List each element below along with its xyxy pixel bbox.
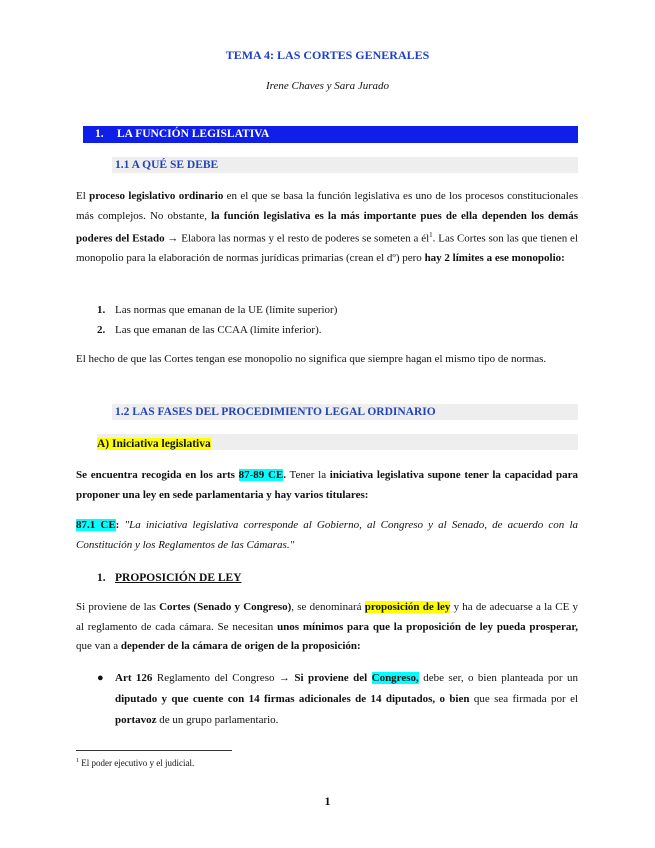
footnote-divider: [76, 750, 232, 751]
subsection-heading-1-2: 1.2 LAS FASES DEL PROCEDIMIENTO LEGAL ORDINARIO: [112, 404, 578, 420]
subsection-proposicion-heading: 1. PROPOSICIÓN DE LEY: [97, 572, 242, 584]
article-ref-highlight: 87.1 CE: [76, 519, 116, 531]
section-a-heading: A) Iniciativa legislativa: [97, 434, 578, 450]
term-highlight: proposición de ley: [364, 601, 451, 613]
term-highlight: Congreso,: [371, 672, 419, 684]
document-title: TEMA 4: LAS CORTES GENERALES: [225, 48, 430, 62]
list-item: 1. Las normas que emanan de la UE (límite superior): [97, 304, 338, 316]
paragraph-quote-87-1: 87.1 CE: "La iniciativa legislativa corresponde al Gobierno, al Congreso y al Senado, de acuerdo con la Constitución y los Reglamentos de las Cámaras.": [76, 519, 578, 551]
paragraph-proposicion: Si proviene de las Cortes (Senado y Congreso), se denominará proposición de ley y ha de adecuarse a la CE y al reglamento de cada cámara. Se necesitan unos mínimos para que la proposición de ley pueda prosperar, que van a depender de la cámara de origen de la proposición:: [76, 601, 578, 652]
list-item: 2. Las que emanan de las CCAA (límite inferior).: [97, 324, 322, 336]
section-label: LA FUNCIÓN LEGISLATIVA: [117, 128, 270, 140]
paragraph-intro: El proceso legislativo ordinario en el que se basa la función legislativa es uno de los procesos constitucionales más complejos. No obstante, la función legislativa es la más importante pues de ella dependen los demás poderes del Estado → Elabora las normas y el resto de poderes se someten a $él^1$. Las Cortes son las que tienen el monopolio para la elaboración de normas jurídicas primarias (crean el dº) pero hay 2 límites a ese monopolio:: [76, 190, 579, 265]
section-number: 1.: [95, 128, 104, 140]
paragraph-monopoly: El hecho de que las Cortes tengan ese monopolio no significa que siempre hagan el mismo tipo de normas.: [76, 353, 547, 365]
page-number: 1: [324, 794, 331, 808]
subsection-heading-1-1: 1.1 A QUÉ SE DEBE: [112, 157, 578, 173]
footnote-ref[interactable]: 1: [429, 231, 433, 239]
section-heading-1: [83, 126, 578, 143]
document-authors: Irene Chaves y Sara Jurado: [265, 80, 389, 92]
bullet-item: ● Art 126 Reglamento del Congreso → Si proviene del Congreso, debe ser, o bien planteada por un diputado y que cuente con 14 firmas adicionales de 14 diputados, o bien que sea firmada por el portavoz de un grupo parlamentario.: [97, 668, 578, 731]
bullet-icon: ●: [97, 672, 104, 684]
footnote: $^1$ El poder ejecutivo y el judicial.: [76, 758, 195, 768]
paragraph-iniciativa: Se encuentra recogida en los arts 87-89 CE. Tener la iniciativa legislativa supone tener la capacidad para proponer una ley en sede parlamentaria y hay varios titulares:: [76, 469, 578, 501]
article-ref-highlight: 87-89 CE: [238, 469, 284, 481]
